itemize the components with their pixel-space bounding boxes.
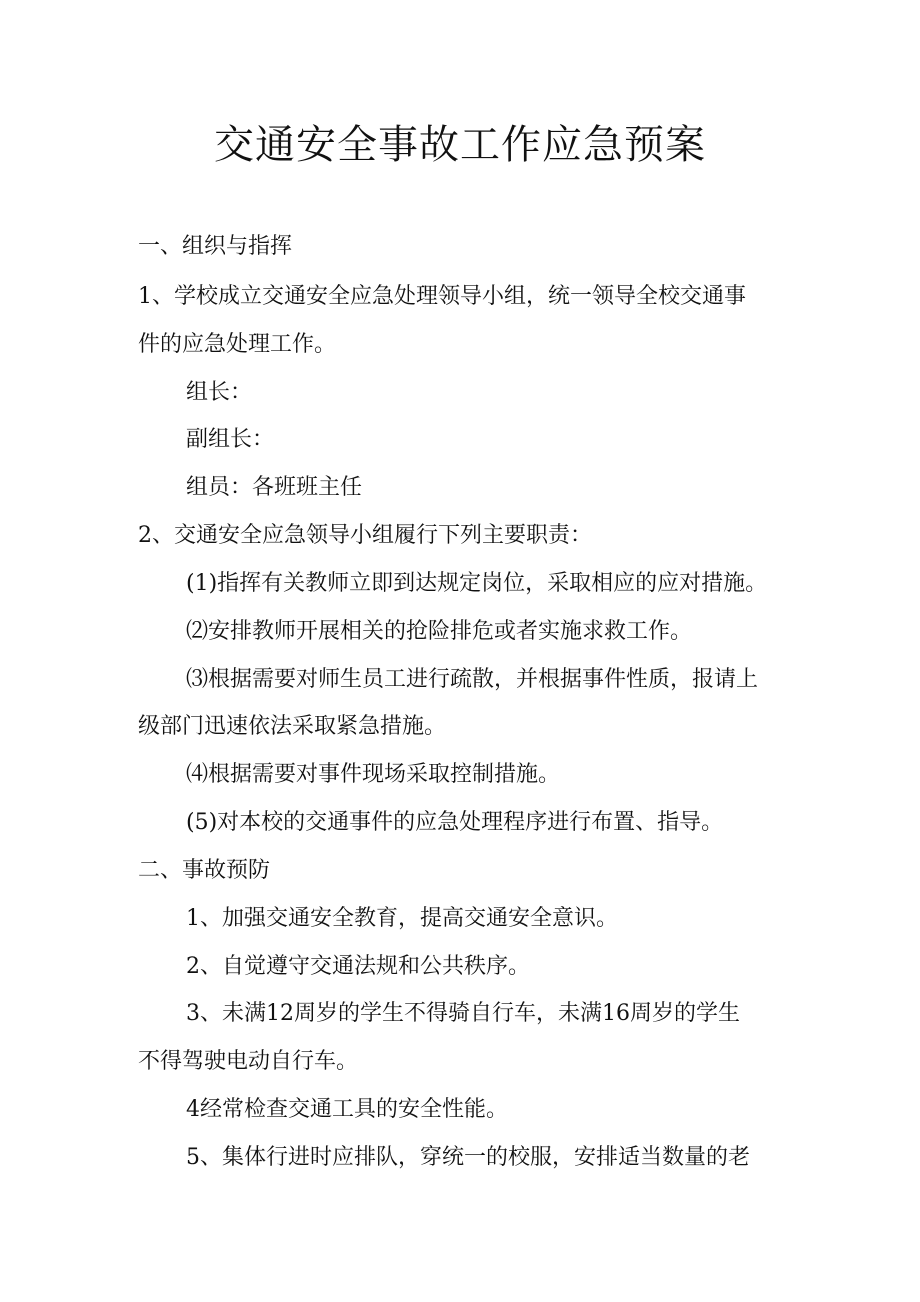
- prevention-item-continuation: 不得驾驶电动自行车。: [138, 1049, 359, 1074]
- section-heading-organization: 一、组织与指挥: [138, 234, 293, 259]
- deputy-leader-line: 副组长：: [186, 427, 275, 452]
- paragraph-line: 件的应急处理工作。: [138, 332, 337, 357]
- duty-item: (1)指挥有关教师立即到达规定岗位，采取相应的应对措施。: [186, 571, 768, 596]
- document-title: 交通安全事故工作应急预案: [214, 122, 706, 168]
- duty-item: ⑶根据需要对师生员工进行疏散，并根据事件性质，报请上: [186, 667, 759, 692]
- paragraph-line: 1、学校成立交通安全应急处理领导小组，统一领导全校交通事: [138, 284, 746, 309]
- prevention-item: 5、集体行进时应排队，穿统一的校服，安排适当数量的老: [186, 1145, 750, 1170]
- prevention-item: 3、未满12周岁的学生不得骑自行车，未满16周岁的学生: [186, 1001, 740, 1026]
- paragraph-line: 2、交通安全应急领导小组履行下列主要职责：: [138, 523, 592, 548]
- section-heading-prevention: 二、事故预防: [138, 858, 271, 883]
- group-leader-line: 组长：: [186, 380, 253, 405]
- group-members-line: 组员：各班班主任: [186, 475, 363, 500]
- prevention-item: 2、自觉遵守交通法规和公共秩序。: [186, 954, 530, 979]
- prevention-item: 4经常检查交通工具的安全性能。: [186, 1097, 508, 1122]
- prevention-item: 1、加强交通安全教育，提高交通安全意识。: [186, 906, 618, 931]
- duty-item-continuation: 级部门迅速依法采取紧急措施。: [138, 714, 447, 739]
- duty-item: ⑷根据需要对事件现场采取控制措施。: [186, 762, 561, 787]
- duty-item: ⑵安排教师开展相关的抢险排危或者实施求救工作。: [186, 619, 693, 644]
- duty-item: (5)对本校的交通事件的应急处理程序进行布置、指导。: [186, 810, 724, 835]
